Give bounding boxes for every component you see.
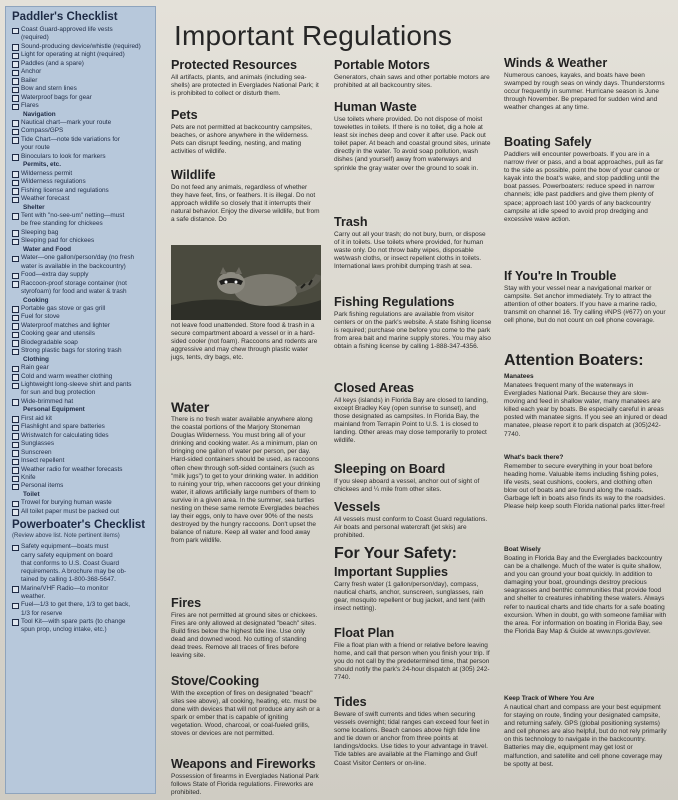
checklist-category: Cooking xyxy=(23,296,49,304)
attention-boaters-heading: Attention Boaters: xyxy=(504,352,644,369)
checklist-category: Toilet xyxy=(23,490,40,498)
checklist-item[interactable]: Waterproof bags for gear xyxy=(12,94,150,102)
paragraph: With the exception of fires on designated "beach" sites see above), all cooking, heating, etc. must be done with devices that will not produce any ash or a spark or ember that is capable of igniting vegetation. Wood, charcoal, or coal-fueled grills, stoves or devices are not permitted. xyxy=(171,690,320,738)
heading: Protected Resources xyxy=(171,58,297,72)
heading: Trash xyxy=(334,215,368,229)
heading: Float Plan xyxy=(334,626,395,640)
checklist-item[interactable]: Binoculars to look for markers xyxy=(12,153,150,161)
paddlers-checklist xyxy=(12,26,150,516)
checklist-item[interactable]: Raccoon-proof storage container (not xyxy=(12,280,150,288)
checklist-item[interactable]: Weather forecast xyxy=(12,195,150,203)
regulations-main xyxy=(171,8,671,797)
paragraph: Numerous canoes, kayaks, and boats have been swamped by rough seas on windy days. Thunderstorms occur frequently in summer. Hurricane season is June through November. Be prepared for sudden wind and weather changes at any time. xyxy=(504,72,665,112)
checklist-item[interactable]: Wristwatch for calculating tides xyxy=(12,432,150,440)
checklist-item: be free standing for chickees xyxy=(21,220,103,228)
checklist-category: Clothing xyxy=(23,355,49,363)
checklist-item: your route xyxy=(21,144,50,152)
checklist-item[interactable]: Anchor xyxy=(12,68,150,76)
checklist-item[interactable]: Compass/GPS xyxy=(12,127,150,135)
paragraph: All artifacts, plants, and animals (including sea-shells) are protected in Everglades National Park; it is prohibited to collect or disturb them. xyxy=(171,74,319,98)
checklist-item[interactable]: Personal items xyxy=(12,482,150,490)
section-closed-areas xyxy=(334,381,492,446)
checklist-item[interactable]: Tide Chart—note tide variations for xyxy=(12,136,150,144)
checklist-item: weather. xyxy=(21,593,46,601)
checklist-category: Water and Food xyxy=(23,245,72,253)
section-stove-cooking xyxy=(171,674,321,739)
heading: Water xyxy=(171,399,210,415)
powerboaters-checklist-title: Powerboater's Checklist xyxy=(12,519,146,532)
checklist-item: carry safety equipment on board xyxy=(21,551,113,559)
checklist-item[interactable]: Wide-brimmed hat xyxy=(12,398,150,406)
checklist-item: styrofoam) for food and water & trash xyxy=(21,288,127,296)
checklist-item[interactable]: Fuel—1/3 to get there, 1/3 to get back, xyxy=(12,601,150,609)
checklist-item: water is available in the backcountry) xyxy=(21,262,126,270)
section-winds-weather xyxy=(504,56,667,112)
section-tides xyxy=(334,695,492,768)
checklist-item[interactable]: First aid kit xyxy=(12,415,150,423)
checklist-item[interactable]: Coast Guard-approved life vests xyxy=(12,26,150,34)
paragraph: If you sleep aboard a vessel, anchor out of sight of chickees and ¼ mile from other sites. xyxy=(334,478,480,494)
checklist-item[interactable]: Biodegradable soap xyxy=(12,339,150,347)
checklist-item[interactable]: Bailer xyxy=(12,77,150,85)
section-pets xyxy=(171,108,321,156)
checklist-item[interactable]: Waterproof matches and lighter xyxy=(12,322,150,330)
for-your-safety-heading-block xyxy=(334,546,492,561)
checklist-item: tained by calling 1-800-368-5647. xyxy=(21,576,116,584)
section-float-plan xyxy=(334,626,492,682)
section-fires xyxy=(171,596,321,661)
paragraph: Fires are not permitted at ground sites or chickees. Fires are only allowed at designated "beach" sites. Build fires below the highest tide line. Use only dead and downed wood. No cutting of standing dead trees. Remove all traces of fires before leaving site. xyxy=(171,612,318,660)
heading: Boating Safely xyxy=(504,135,592,149)
checklist-item[interactable]: Cooking gear and utensils xyxy=(12,330,150,338)
checklist-item[interactable]: Flares xyxy=(12,102,150,110)
paragraph: Use toilets where provided. Do not dispose of moist towelettes in toilets. If there is no toilet, dig a hole at least six inches deep and cover it after use. Pack out toilet paper. At beach and coastal ground sites, urinate directly in the water. To avoid soap pollution, wash dishes (and yourself) away from waterways and sprinkle the gray water over the ground to soak in. xyxy=(334,116,491,172)
checklist-item[interactable]: Light for operating at night (required) xyxy=(12,51,150,59)
heading: Weapons and Fireworks xyxy=(171,757,316,771)
section-boat-wisely xyxy=(504,545,667,636)
paragraph: All keys (islands) in Florida Bay are closed to landing, except Bradley Key (open sunrise to sunset), and those designated as campsites. In Florida Bay, the mainland from Terrapin Point to U.S. 1 is closed to landing. Other areas may close temporarily to protect wildlife. xyxy=(334,397,488,445)
for-your-safety-heading: For Your Safety: xyxy=(334,545,457,562)
raccoon-illustration xyxy=(171,245,321,320)
checklist-item[interactable]: Marine/VHF Radio—to monitor xyxy=(12,585,150,593)
section-human-waste xyxy=(334,100,492,173)
paragraph: Generators, chain saws and other portable motors are prohibited at all backcountry sites. xyxy=(334,74,490,90)
paragraph: Possession of firearms in Everglades National Park follows State of Florida regulations. Fireworks are prohibited. xyxy=(171,773,319,797)
heading: Human Waste xyxy=(334,100,417,114)
heading: Fires xyxy=(171,596,202,610)
section-protected-resources xyxy=(171,58,321,98)
paragraph: Beware of swift currents and tides when securing vessels overnight; tidal ranges can exceed four feet in some locations. Beach canoes above high tide line and tie down or anchor from three points at landings/docks. Use tides to your advantage in travel. Tide tables are available at the Flamingo and Gulf Coast Visitor Centers or on-line. xyxy=(334,711,490,767)
checklist-item[interactable]: Nautical chart—mark your route xyxy=(12,119,150,127)
checklist-item[interactable]: Wilderness permit xyxy=(12,170,150,178)
paragraph: Carry out all your trash; do not bury, burn, or dispose of it in toilets. Use toilets where provided, for human waste only. Do not throw baby wipes, disposable wet/wash cloths, or insect repellent cloths in toilets. International laws prohibit dumping trash at sea. xyxy=(334,231,486,271)
checklist-item[interactable]: Tent with "no-see-um" netting—must xyxy=(12,212,150,220)
paragraph: Do not feed any animals, regardless of whether they have feet, fins, or feathers. It is illegal. Do not approach wildlife so closely that it interrupts their natural behavior. Enjoy the diverse wildlife, but from a safe distance. Do xyxy=(171,184,320,224)
checklist-item[interactable]: Insect repellent xyxy=(12,457,150,465)
paragraph: Stay with your vessel near a navigational marker or campsite. Set anchor immediately. Try to attract the attention of other boaters. If you have a marine radio, transmit on channel 16. Try calling #NPS (#677) on your cell phone, but do not count on cell phone coverage. xyxy=(504,285,666,325)
checklist-category: Permits, etc. xyxy=(23,161,62,169)
paragraph: Pets are not permitted at backcountry campsites, beaches, or ashore anywhere in the wilderness. Pets can disrupt feeding, nesting, and mating activities of wildlife. xyxy=(171,124,312,156)
heading: Portable Motors xyxy=(334,58,430,72)
heading: If You're In Trouble xyxy=(504,269,617,283)
section-water xyxy=(171,400,321,546)
section-whats-back-there xyxy=(504,453,667,512)
paragraph: Boating in Florida Bay and the Everglades backcountry can be a challenge. Much of the water is quite shallow, and you can ground your boat quickly. In addition to damaging your boat, groundings destroy precious seagrasses and benthic communities that provide food and shelter to creatures inhabiting these waters. Always refer to nautical charts and tide charts for a safe boating excursion. When in doubt, go with someone familiar with the area. For information on boating in Florida Bay, see the Florida Bay Map & Guide at www.nps.gov/ever. xyxy=(504,555,667,635)
checklist-item[interactable]: Sound-producing device/whistle (required) xyxy=(12,43,150,51)
page-title: Important Regulations xyxy=(174,20,453,51)
paragraph: A nautical chart and compass are your best equipment for staying on route, finding your designated campsite, and returning safely. GPS (global positioning systems) and cell phones are also helpful, but do not rely primarily on this technology to navigate in the backcountry. Batteries may die, equipment may get lost or malfunction, and satellite and cell phone coverage may be spotty at best. xyxy=(504,704,667,768)
checklist-item: 1/3 for reserve xyxy=(21,609,63,617)
paragraph: Park fishing regulations are available from visitor centers or on the park's website. A state fishing license is required; purchase one before you come to the park from area bait and marine supply stores. You may also obtain a fishing license by calling 1-888-347-4356. xyxy=(334,311,492,351)
heading: Sleeping on Board xyxy=(334,462,446,476)
heading: Tides xyxy=(334,695,367,709)
section-weapons-fireworks xyxy=(171,757,321,797)
checklist-item: requirements. A brochure may be ob- xyxy=(21,568,127,576)
paragraph: Manatees frequent many of the waterways in Everglades National Park. Because they are slow-moving and feed in shallow water, many manatees are killed each year by boats. Be especially careful in areas posted with manatee signs. If you see an injured or dead manatee, please report it to park dispatch at (305)242-7740. xyxy=(504,382,667,438)
section-manatees xyxy=(504,372,667,439)
checklist-item: that conforms to U.S. Coast Guard xyxy=(21,559,120,567)
section-boating-safely xyxy=(504,135,667,224)
heading: Boat Wisely xyxy=(504,546,541,553)
checklist-item: (required) xyxy=(21,34,49,42)
checklist-item[interactable]: Sleeping pad for chickees xyxy=(12,237,150,245)
heading: Closed Areas xyxy=(334,381,415,395)
checklist-item[interactable]: Water—one gallon/person/day (no fresh xyxy=(12,254,150,262)
section-fishing-regulations xyxy=(334,295,492,351)
section-trash xyxy=(334,215,492,271)
checklist-item[interactable]: Weather radio for weather forecasts xyxy=(12,466,150,474)
heading: Wildlife xyxy=(171,168,216,182)
checklist-item[interactable]: Wilderness regulations xyxy=(12,178,150,186)
raccoon-photo xyxy=(171,245,321,320)
checklist-category: Navigation xyxy=(23,110,56,118)
checklist-item[interactable]: Fuel for stove xyxy=(12,313,150,321)
checklist-category: Shelter xyxy=(23,203,45,211)
checklist-item[interactable]: Flashlight and spare batteries xyxy=(12,423,150,431)
checklist-item[interactable]: Knife xyxy=(12,474,150,482)
paragraph: All vessels must conform to Coast Guard regulations. Air boats and personal watercraft (jet skis) are prohibited. xyxy=(334,516,488,540)
paragraph: File a float plan with a friend or relative before leaving home, and call that person when you finish your trip. If you do not call by the predetermined time, that person should notify the park's 24-hour dispatch at (305) 242-7740. xyxy=(334,642,490,682)
checklist-item[interactable]: Portable gas stove or gas grill xyxy=(12,305,150,313)
checklist-item[interactable]: Fishing license and regulations xyxy=(12,187,150,195)
wildlife-continued xyxy=(171,321,321,362)
checklist-item[interactable]: All toilet paper must be packed out xyxy=(12,508,150,516)
heading: Keep Track of Where You Are xyxy=(504,695,595,702)
section-sleeping-on-board xyxy=(334,462,492,494)
checklist-item[interactable]: Sunscreen xyxy=(12,449,150,457)
checklist-item[interactable]: Tool Kit—with spare parts (to change xyxy=(12,618,150,626)
checklist-item[interactable]: Food—extra day supply xyxy=(12,271,150,279)
section-important-supplies xyxy=(334,565,492,613)
paragraph: Carry fresh water (1 gallon/person/day), compass, nautical charts, anchor, sunscreen, sunglasses, rain gear, mosquito repellent or bug jacket, and tent (with insect netting). xyxy=(334,581,486,613)
heading: Pets xyxy=(171,108,198,122)
checklist-item[interactable]: Safety equipment—boats must xyxy=(12,543,150,551)
attention-boaters-heading-block xyxy=(504,353,667,368)
checklist-item: for sun and bug protection xyxy=(21,389,96,397)
section-portable-motors xyxy=(334,58,492,90)
checklist-item[interactable]: Bow and stern lines xyxy=(12,85,150,93)
section-keep-track xyxy=(504,694,667,769)
section-wildlife xyxy=(171,168,321,224)
checklist-item[interactable]: Sunglasses xyxy=(12,440,150,448)
heading: Important Supplies xyxy=(334,565,449,579)
paragraph: Paddlers will encounter powerboats. If you are in a narrow river or pass, and a boat approaches, pull as far to the side as possible, point the bow of your canoe or kayak into the boat's wake, and stop paddling until the boat passes. Powerboaters: reduce speed in narrow channels; idle past paddlers and give them plenty of space; approach last 100 yards of any backcountry campsite at idle speed to avoid prop dredging and excessive wave action. xyxy=(504,151,664,223)
checklist-item: spun prop, unclog intake, etc.) xyxy=(21,626,107,634)
checklist-item[interactable]: Sleeping bag xyxy=(12,229,150,237)
section-vessels xyxy=(334,500,492,540)
checklist-item[interactable]: Strong plastic bags for storing trash xyxy=(12,347,150,355)
checklist-item[interactable]: Paddles (and a spare) xyxy=(12,60,150,68)
heading: Manatees xyxy=(504,373,534,380)
heading: Stove/Cooking xyxy=(171,674,260,688)
heading: Vessels xyxy=(334,500,381,514)
powerboaters-checklist xyxy=(12,543,150,634)
powerboaters-checklist-note: (Review above list. Note pertinent items) xyxy=(12,533,120,540)
checklist-item[interactable]: Trowel for burying human waste xyxy=(12,499,150,507)
checklist-category: Personal Equipment xyxy=(23,406,85,414)
paragraph: Remember to secure everything in your boat before heading home. Valuable items including fishing poles, life vests, seat cushions, coolers, and clothing often blow out of boats and are found along the roads. Garbage left in boats also finds its way to the roadsides. Please help keep south Florida national parks litter-free! xyxy=(504,463,666,511)
checklist-item[interactable]: Rain gear xyxy=(12,364,150,372)
checklist-item[interactable]: Lightweight long-sleeve shirt and pants xyxy=(12,381,150,389)
heading: Fishing Regulations xyxy=(334,295,455,309)
paddlers-checklist-title: Paddler's Checklist xyxy=(12,11,118,23)
paragraph: not leave food unattended. Store food & trash in a secure compartment aboard a vessel or in a hard-sided cooler (not foam). Raccoons and rodents are aggressive and may chew through plastic water jugs, tents, dry bags, etc. xyxy=(171,322,318,362)
heading: What's back there? xyxy=(504,454,564,461)
checklist-sidebar xyxy=(5,6,156,794)
heading: Winds & Weather xyxy=(504,56,608,70)
paragraph: There is no fresh water available anywhere along the coastal portions of the Marjory Stoneman Douglas Wilderness. You must bring all of your drinking and cooking water. As a minimum, plan on bringing one gallon of water per person, per day. Hard-sided containers should be used, as raccoons often chew through soft-sided containers (such as "milk jugs") to get to your drinking water. In addition to ruining your trip, when raccoons get your drinking water, it allows artificially large numbers of them to survive in a given area. In the summer, sea turtles nesting on these same remote Everglades beaches lay their eggs, only to have over 90% of the nests destroyed by the hungry raccoons. Don't upset the balance of nature. Keep all water and food away from park wildlife. xyxy=(171,416,321,545)
checklist-item[interactable]: Cold and warm weather clothing xyxy=(12,373,150,381)
section-in-trouble xyxy=(504,269,667,325)
